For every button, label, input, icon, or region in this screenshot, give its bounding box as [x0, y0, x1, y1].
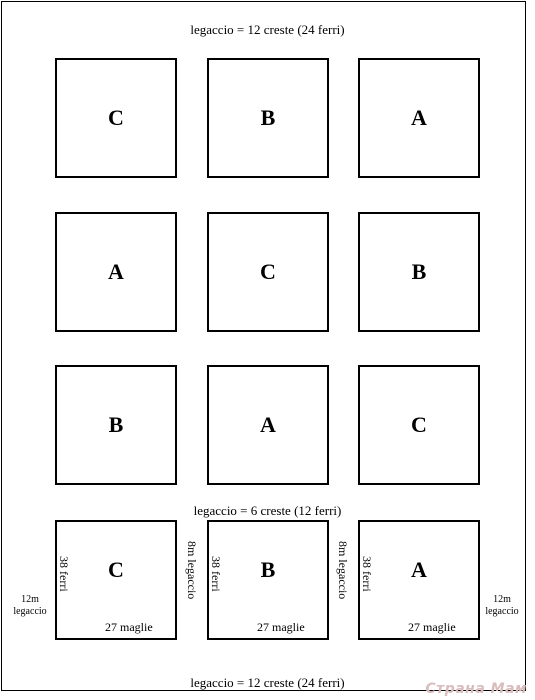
square-r1-c1	[55, 58, 177, 178]
square-letter: C	[260, 259, 276, 284]
height-label: 38 ferri	[57, 556, 71, 592]
square-letter: A	[411, 105, 427, 130]
square-letter: B	[108, 412, 124, 437]
square-r3-c2	[207, 365, 329, 485]
square-letter: C	[411, 412, 427, 437]
square-r1-c3	[358, 58, 480, 178]
square-letter: C	[108, 557, 124, 582]
square-r4-c1	[55, 520, 177, 640]
watermark: Страна Мам	[425, 681, 527, 697]
square-letter: B	[260, 105, 276, 130]
square-letter: B	[411, 259, 427, 284]
square-r4-c3	[358, 520, 480, 640]
side-label-type: legaccio	[485, 606, 519, 617]
sash-label: 8m legaccio	[336, 541, 350, 600]
square-r3-c1	[55, 365, 177, 485]
side-label-type: legaccio	[13, 606, 47, 617]
square-r4-c2	[207, 520, 329, 640]
square-r2-c3	[358, 212, 480, 332]
square-letter: A	[260, 412, 276, 437]
sash-label: 8m legaccio	[185, 541, 199, 600]
square-r3-c3	[358, 365, 480, 485]
height-label: 38 ferri	[209, 556, 223, 592]
side-label-left	[10, 594, 50, 618]
side-label-measure: 12m	[21, 594, 39, 605]
square-r2-c1	[55, 212, 177, 332]
width-label: 27 maglie	[105, 620, 153, 634]
square-letter: A	[411, 557, 427, 582]
caption-bottom: legaccio = 12 creste (24 ferri)	[190, 675, 345, 690]
caption-top: legaccio = 12 creste (24 ferri)	[190, 22, 345, 37]
square-letter: C	[108, 105, 124, 130]
height-label: 38 ferri	[360, 556, 374, 592]
square-letter: B	[260, 557, 276, 582]
square-r2-c2	[207, 212, 329, 332]
square-letter: A	[108, 259, 124, 284]
square-r1-c2	[207, 58, 329, 178]
side-label-right	[482, 594, 522, 618]
side-label-measure: 12m	[493, 594, 511, 605]
caption-middle: legaccio = 6 creste (12 ferri)	[193, 503, 342, 518]
width-label: 27 maglie	[257, 620, 305, 634]
width-label: 27 maglie	[408, 620, 456, 634]
